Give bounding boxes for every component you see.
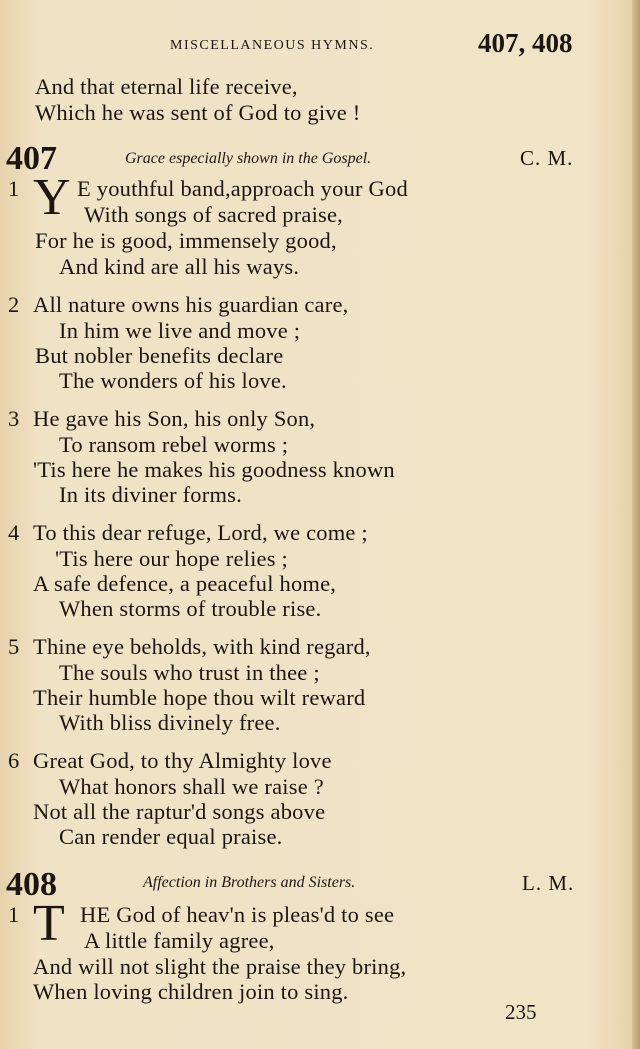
verse-line: 'Tis here our hope relies ; xyxy=(55,546,288,571)
verse-number: 6 xyxy=(8,748,20,773)
page-number: 235 xyxy=(505,1000,537,1024)
verse-line: To this dear refuge, Lord, we come ; xyxy=(33,520,368,545)
page-edge xyxy=(632,0,640,1049)
hymn-meter-408: L. M. xyxy=(522,871,575,895)
verse-line: A little family agree, xyxy=(84,928,275,953)
hymn-title-408: Affection in Brothers and Sisters. xyxy=(143,874,356,891)
hymn-number-407: 407 xyxy=(6,140,57,177)
verse-number: 1 xyxy=(8,902,20,927)
intro-line: Which he was sent of God to give ! xyxy=(35,100,361,125)
verse-line: All nature owns his guardian care, xyxy=(33,292,349,317)
verse-line: To ransom rebel worms ; xyxy=(59,432,289,457)
verse-number: 4 xyxy=(8,520,20,545)
verse-line: The wonders of his love. xyxy=(59,368,287,393)
verse-line: When storms of trouble rise. xyxy=(59,596,322,621)
verse-number: 5 xyxy=(8,634,20,659)
verse-line: Can render equal praise. xyxy=(59,824,283,849)
verse-line: Great God, to thy Almighty love xyxy=(33,748,332,773)
verse-line: E youthful band,approach your God xyxy=(77,176,408,201)
header-hymn-numbers: 407, 408 xyxy=(478,28,573,58)
hymn-title-407: Grace especially shown in the Gospel. xyxy=(125,150,372,167)
verse-number: 1 xyxy=(8,176,20,201)
page-header xyxy=(0,30,640,60)
drop-cap: T xyxy=(33,895,65,952)
verse-line: What honors shall we raise ? xyxy=(59,774,324,799)
verse-line: A safe defence, a peaceful home, xyxy=(33,571,337,596)
verse-line: But nobler benefits declare xyxy=(35,343,284,368)
verse-line: 'Tis here he makes his goodness known xyxy=(33,457,395,482)
verse-line: In its diviner forms. xyxy=(59,482,242,507)
verse-line: When loving children join to sing. xyxy=(33,979,349,1004)
intro-line: And that eternal life receive, xyxy=(35,74,298,99)
verse-line: He gave his Son, his only Son, xyxy=(33,406,316,431)
verse-line: And will not slight the praise they bring, xyxy=(33,954,407,979)
hymn-number-408: 408 xyxy=(6,866,57,903)
verse-line: In him we live and move ; xyxy=(59,318,301,343)
verse-line: Their humble hope thou wilt reward xyxy=(33,685,366,710)
drop-cap: Y xyxy=(33,169,71,226)
verse-number: 3 xyxy=(8,406,20,431)
running-head: MISCELLANEOUS HYMNS. xyxy=(170,38,375,53)
verse-line: With bliss divinely free. xyxy=(59,710,281,735)
verse-line: And kind are all his ways. xyxy=(59,254,300,279)
verse-line: With songs of sacred praise, xyxy=(84,202,343,227)
verse-line: HE God of heav'n is pleas'd to see xyxy=(80,902,395,927)
hymn-meter-407: C. M. xyxy=(520,146,574,170)
verse-line: For he is good, immensely good, xyxy=(35,228,337,253)
verse-line: The souls who trust in thee ; xyxy=(59,660,320,685)
verse-line: Thine eye beholds, with kind regard, xyxy=(33,634,371,659)
verse-line: Not all the raptur'd songs above xyxy=(33,799,326,824)
verse-number: 2 xyxy=(8,292,20,317)
